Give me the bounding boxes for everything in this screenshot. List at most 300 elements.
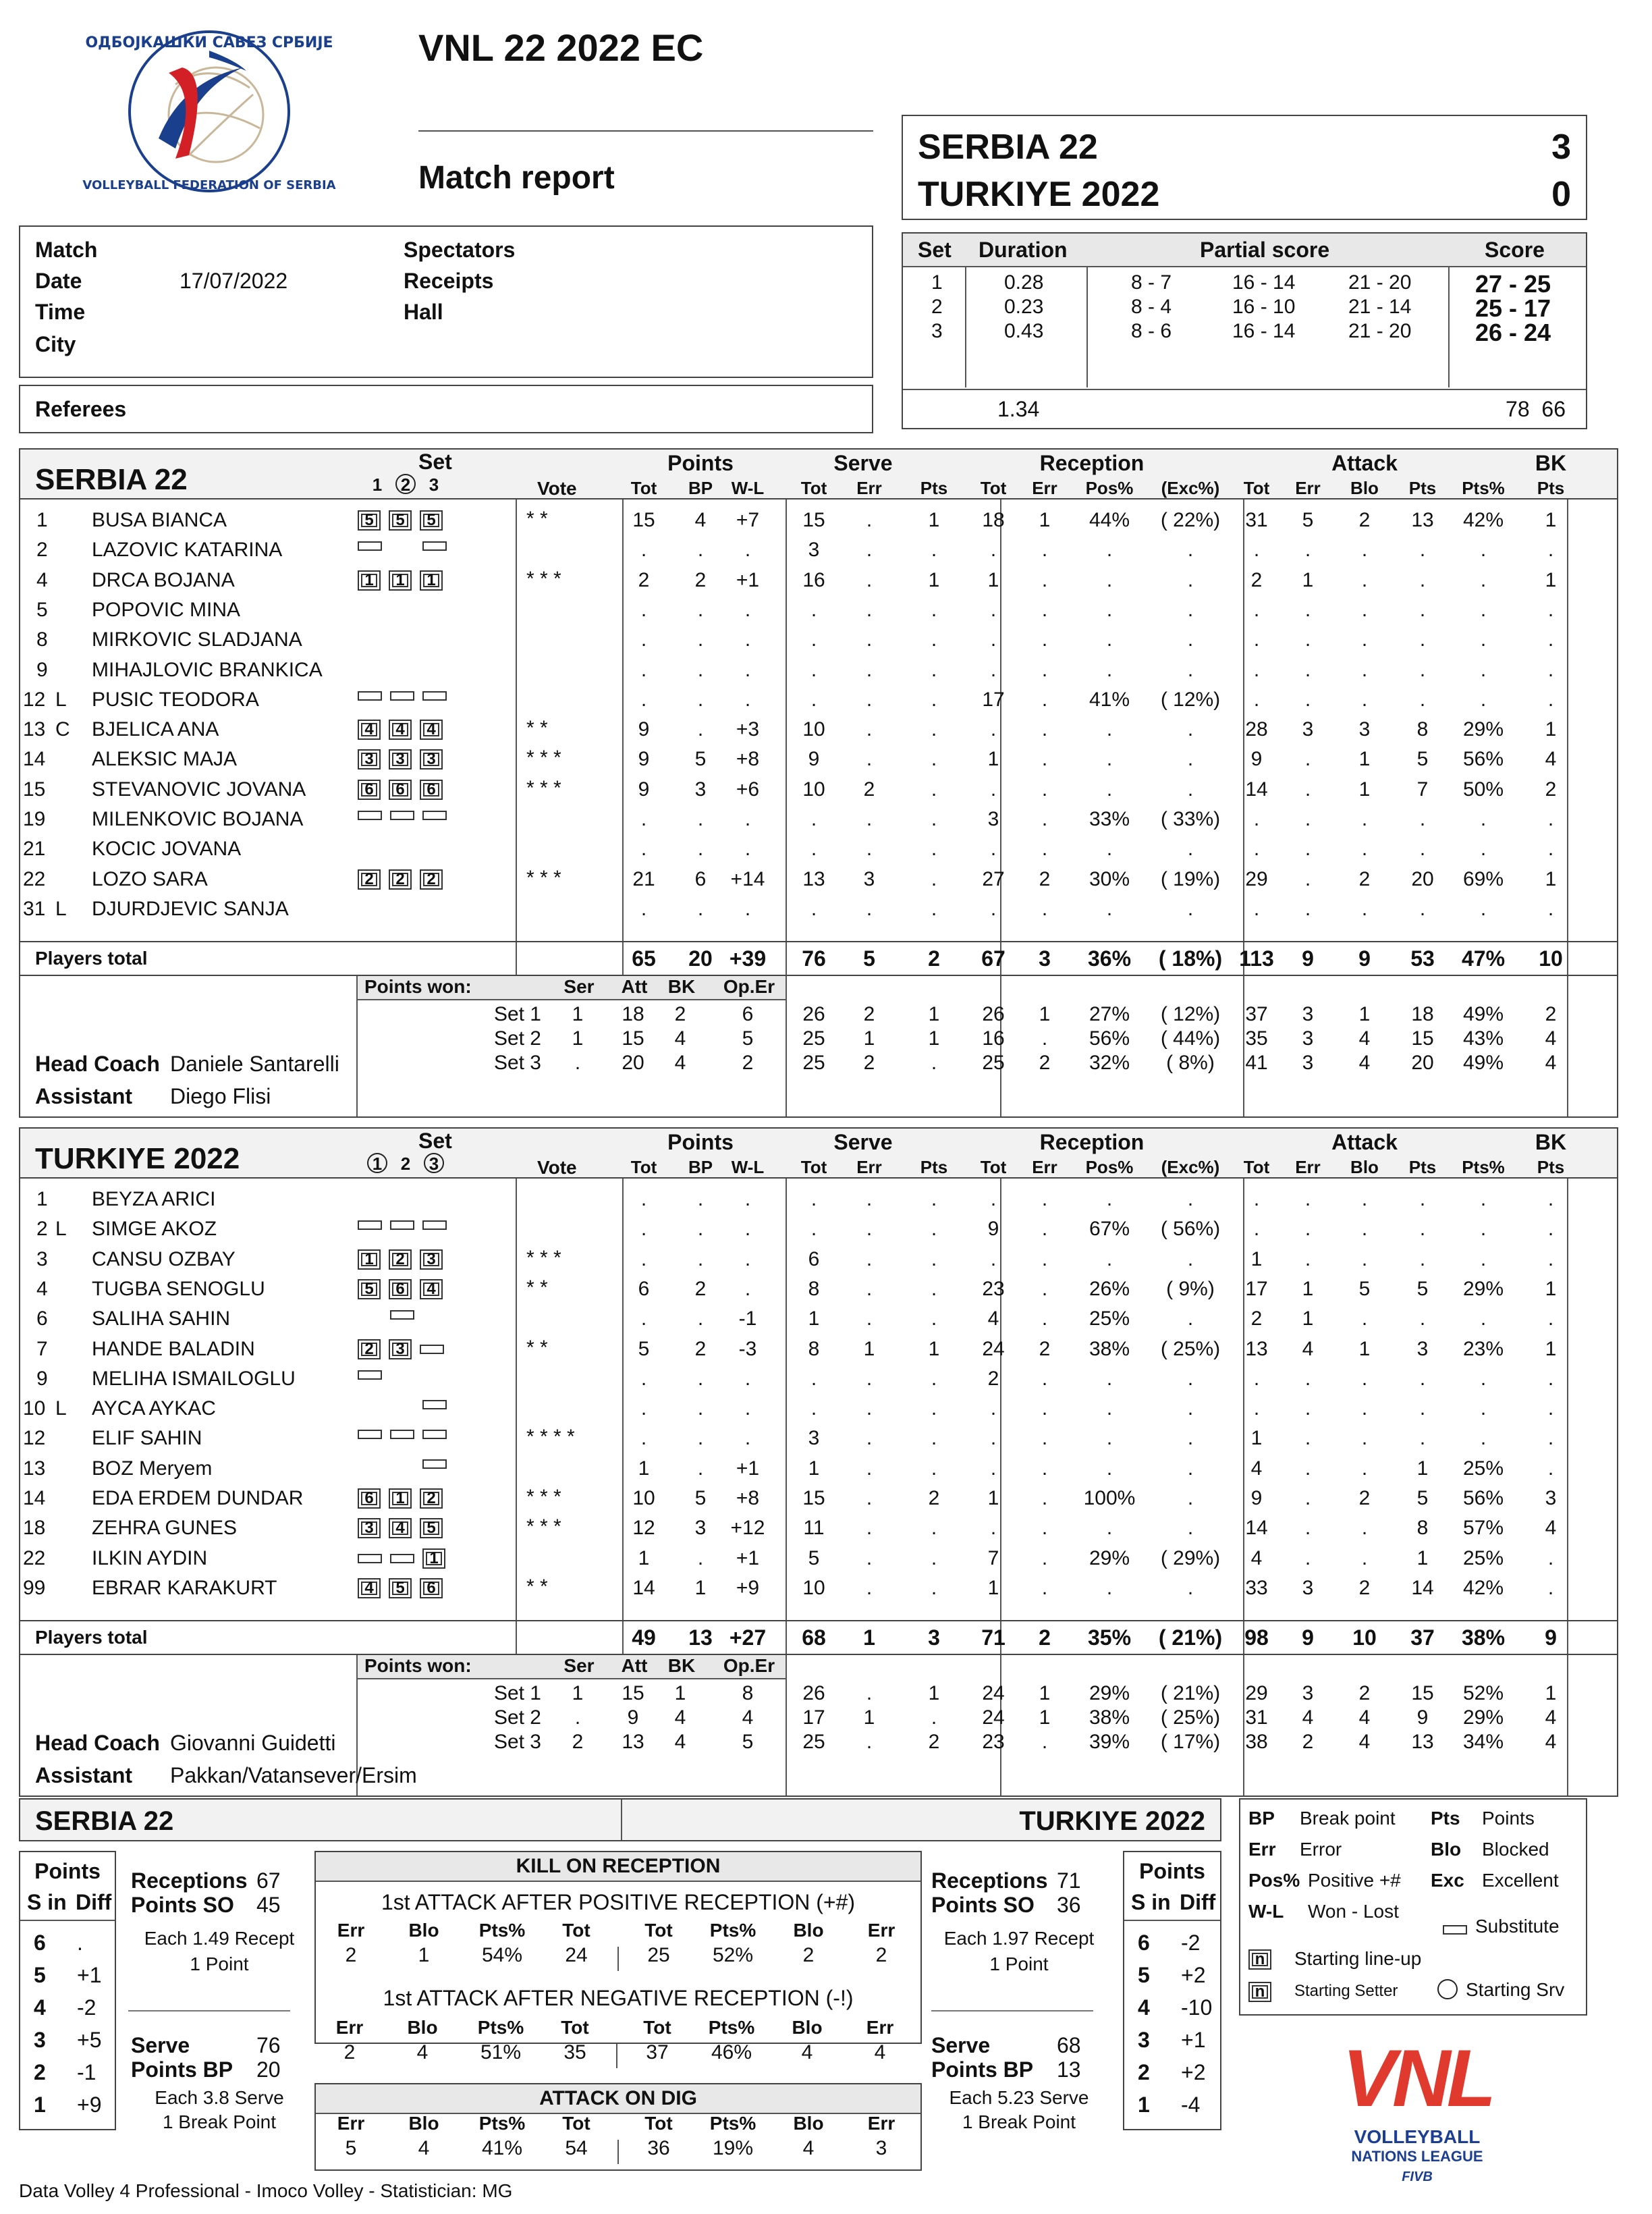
stat-tot: . bbox=[990, 1427, 997, 1450]
kill-header: Blo bbox=[793, 2113, 824, 2134]
stat-tot: . bbox=[640, 1307, 647, 1330]
sets-row-p3: 21 - 20 bbox=[1348, 320, 1412, 342]
stat-tot: . bbox=[640, 1247, 647, 1270]
set-stat: 15 bbox=[1411, 1027, 1434, 1050]
stat-err: . bbox=[1304, 867, 1311, 890]
set-stat: 16 bbox=[982, 1027, 1005, 1050]
stat-exc: . bbox=[1187, 778, 1194, 801]
rotation-position: 1 bbox=[1138, 2092, 1150, 2117]
stat-tot: . bbox=[990, 1247, 997, 1270]
stat-err: . bbox=[866, 1188, 873, 1210]
rotation-position: 6 bbox=[1138, 1931, 1150, 1955]
player-vote: * * * bbox=[526, 1486, 561, 1508]
stat-pos: 29% bbox=[1089, 1546, 1130, 1569]
set-stat: 32% bbox=[1089, 1052, 1130, 1075]
player-row bbox=[20, 1427, 1617, 1454]
stat-tot: 5 bbox=[638, 1337, 650, 1360]
stat-ptsp: 29% bbox=[1462, 718, 1504, 741]
stat-ptsp: 42% bbox=[1462, 509, 1504, 531]
player-name: PUSIC TEODORA bbox=[92, 688, 259, 711]
stat-err: . bbox=[1041, 748, 1048, 771]
player-row bbox=[20, 748, 1617, 775]
home-one-point: 1 Point bbox=[190, 1953, 249, 1974]
player-sets bbox=[358, 1399, 455, 1411]
col-wl: W-L bbox=[731, 478, 765, 498]
away-receptions: 71 bbox=[1057, 1868, 1081, 1893]
starting-position: 3 bbox=[358, 749, 381, 770]
stat-err: . bbox=[1041, 778, 1048, 801]
stat-tot: 14 bbox=[1245, 778, 1268, 801]
stat-err: . bbox=[866, 568, 873, 591]
player-number: 12 bbox=[23, 688, 46, 711]
set-stat: 41 bbox=[1245, 1052, 1268, 1075]
player-sets bbox=[358, 630, 455, 642]
assistant-label: Assistant bbox=[35, 1084, 133, 1109]
set-stat: ( 25%) bbox=[1160, 1706, 1221, 1729]
stat-err: . bbox=[1041, 1397, 1048, 1420]
starting-position: 5 bbox=[358, 510, 381, 531]
stat-bkpts: . bbox=[1547, 1218, 1554, 1241]
set-points-won: 2 bbox=[742, 1052, 754, 1075]
rotation-diff: +1 bbox=[1181, 2028, 1206, 2052]
kill-header: Blo bbox=[792, 2017, 823, 2038]
kill-value: 1 bbox=[418, 1944, 430, 1966]
stat-pts: . bbox=[931, 658, 937, 681]
set-mark-3: 3 bbox=[429, 475, 439, 495]
set-score: 25 - 17 bbox=[1475, 294, 1551, 322]
stat-err: . bbox=[866, 688, 873, 711]
set-stat: 4 bbox=[1358, 1706, 1371, 1729]
stat-wl: . bbox=[744, 897, 751, 920]
points-won-label: Points won: bbox=[364, 1655, 472, 1677]
set-stat: . bbox=[931, 1052, 937, 1075]
stat-blo: . bbox=[1361, 1247, 1368, 1270]
rotation-diff: . bbox=[77, 1931, 83, 1955]
set-stat: 9 bbox=[1416, 1706, 1429, 1729]
col-err: Err bbox=[1032, 478, 1057, 498]
set-points-won: . bbox=[574, 1052, 581, 1075]
substitute-icon bbox=[358, 541, 382, 551]
stat-bkpts: . bbox=[1547, 628, 1554, 651]
stat-err: . bbox=[1041, 688, 1048, 711]
total-points: 78 66 bbox=[1506, 397, 1566, 421]
stat-tot: . bbox=[640, 688, 647, 711]
player-name: DJURDJEVIC SANJA bbox=[92, 897, 289, 920]
set-stat: 2 bbox=[928, 1731, 940, 1754]
stat-wl: +12 bbox=[730, 1517, 765, 1540]
legend-abbr: Err bbox=[1248, 1839, 1276, 1860]
stat-tot: 1 bbox=[808, 1457, 820, 1480]
stat-wl: +6 bbox=[736, 778, 760, 801]
away-serve: 68 bbox=[1057, 2033, 1081, 2057]
set-stat: 38% bbox=[1089, 1706, 1130, 1729]
player-number: 13 bbox=[23, 1457, 46, 1480]
players-total-row bbox=[19, 1621, 1618, 1655]
substitute-icon bbox=[390, 1430, 414, 1439]
sets-row-set: 1 bbox=[931, 271, 943, 294]
stat-bkpts: 1 bbox=[1545, 509, 1557, 531]
stat-tot: . bbox=[810, 1188, 817, 1210]
stat-ptsp: . bbox=[1480, 897, 1487, 920]
stat-tot: . bbox=[990, 718, 997, 741]
player-row bbox=[20, 539, 1617, 566]
rotation-position: 2 bbox=[34, 2060, 46, 2084]
player-row bbox=[20, 659, 1617, 686]
stat-err: 1 bbox=[1039, 509, 1051, 531]
stat-pts: . bbox=[1419, 658, 1426, 681]
stat-bp: 3 bbox=[694, 778, 707, 801]
player-row bbox=[20, 599, 1617, 626]
stat-bp: 2 bbox=[694, 1337, 707, 1360]
stat-ptsp: 25% bbox=[1462, 1457, 1504, 1480]
stat-ptsp: . bbox=[1480, 658, 1487, 681]
stat-tot: 1 bbox=[987, 568, 999, 591]
player-role: L bbox=[55, 897, 67, 920]
assistant-name: Pakkan/Vatansever/Ersim bbox=[170, 1763, 417, 1788]
stat-pts: . bbox=[931, 539, 937, 562]
stat-blo: . bbox=[1361, 1397, 1368, 1420]
stat-err: 1 bbox=[1302, 1307, 1314, 1330]
home-serve-label: Serve bbox=[131, 2033, 190, 2057]
stat-bp: . bbox=[697, 1367, 704, 1390]
set-stat: 3 bbox=[1302, 1027, 1314, 1050]
stat-tot: 29 bbox=[1245, 867, 1268, 890]
sets-header-partial: Partial score bbox=[1200, 238, 1330, 262]
set-points-won: 1 bbox=[674, 1682, 686, 1705]
set-stat: 4 bbox=[1302, 1706, 1314, 1729]
stat-wl: . bbox=[744, 1247, 751, 1270]
player-name: ALEKSIC MAJA bbox=[92, 748, 238, 771]
kill-value: 41% bbox=[481, 2137, 523, 2159]
stat-pts: . bbox=[1419, 1397, 1426, 1420]
stat-tot: . bbox=[990, 838, 997, 861]
player-sets bbox=[358, 809, 455, 821]
player-sets bbox=[358, 570, 451, 591]
stat-err: . bbox=[1041, 568, 1048, 591]
stat-err: 1 bbox=[1302, 1277, 1314, 1300]
stat-exc: ( 33%) bbox=[1160, 808, 1221, 830]
stat-err: . bbox=[1041, 718, 1048, 741]
sets-header-score: Score bbox=[1485, 238, 1545, 262]
stat-wl: +8 bbox=[736, 748, 760, 771]
stat-tot: 9 bbox=[987, 1218, 999, 1241]
vnl-logo bbox=[1316, 2032, 1518, 2200]
stat-blo: . bbox=[1361, 1307, 1368, 1330]
stat-wl: . bbox=[744, 1397, 751, 1420]
total-tot: 71 bbox=[981, 1625, 1006, 1650]
stat-exc: . bbox=[1187, 1367, 1194, 1390]
summary-header bbox=[19, 1798, 1221, 1841]
substitute-icon bbox=[358, 1370, 382, 1380]
rotation-diff: -4 bbox=[1181, 2092, 1201, 2117]
report-subtitle: Match report bbox=[418, 160, 615, 196]
kill-value: 2 bbox=[345, 1944, 357, 1966]
player-number: 19 bbox=[23, 808, 46, 830]
kill-value: 4 bbox=[418, 2137, 430, 2159]
total-err: 3 bbox=[1039, 946, 1051, 971]
stat-pos: 44% bbox=[1089, 509, 1130, 531]
col-pos: Pos% bbox=[1085, 1157, 1134, 1177]
attack-on-dig-box bbox=[314, 2083, 922, 2171]
stat-tot: . bbox=[640, 1367, 647, 1390]
sets-header-duration: Duration bbox=[979, 238, 1068, 262]
stat-err: . bbox=[1304, 1367, 1311, 1390]
stat-err: . bbox=[1041, 628, 1048, 651]
hall-label: Hall bbox=[404, 300, 443, 324]
kill-on-reception-box bbox=[314, 1851, 922, 2044]
stat-pos: . bbox=[1106, 1457, 1113, 1480]
col-tot: Tot bbox=[980, 478, 1007, 498]
stat-pos: . bbox=[1106, 1576, 1113, 1599]
stat-err: . bbox=[866, 1367, 873, 1390]
stat-err: . bbox=[1304, 1188, 1311, 1210]
stat-pts: . bbox=[931, 838, 937, 861]
player-row bbox=[20, 628, 1617, 655]
stat-err: . bbox=[866, 539, 873, 562]
substitute-icon bbox=[358, 811, 382, 820]
set-mark-1: 1 bbox=[372, 475, 383, 495]
stat-tot: 15 bbox=[632, 509, 655, 531]
col-group-attack: Attack bbox=[1331, 451, 1398, 475]
player-row bbox=[20, 1278, 1617, 1305]
set-mark-2: 2 bbox=[395, 474, 416, 494]
stat-wl: +14 bbox=[730, 867, 765, 890]
stat-tot: . bbox=[990, 539, 997, 562]
stat-tot: . bbox=[810, 688, 817, 711]
match-info-box bbox=[19, 225, 873, 378]
points-won-header bbox=[356, 1655, 786, 1679]
stat-err: . bbox=[1304, 748, 1311, 771]
player-sets bbox=[358, 1309, 455, 1321]
stat-bp: 6 bbox=[694, 867, 707, 890]
set-stat: 29 bbox=[1245, 1682, 1268, 1705]
assistant-name: Diego Flisi bbox=[170, 1084, 271, 1109]
starting-position: 4 bbox=[420, 1279, 443, 1299]
stat-blo: 1 bbox=[1358, 1337, 1371, 1360]
substitute-icon bbox=[422, 1459, 447, 1469]
vnl-line1: VOLLEYBALL bbox=[1354, 2126, 1481, 2147]
stat-ptsp: . bbox=[1480, 808, 1487, 830]
stat-pos: . bbox=[1106, 1247, 1113, 1270]
set-points-won: 4 bbox=[674, 1731, 686, 1754]
stat-pts: 5 bbox=[1416, 1487, 1429, 1509]
set-points-won: 8 bbox=[742, 1682, 754, 1705]
stat-tot: 9 bbox=[638, 718, 650, 741]
kill-value: 5 bbox=[345, 2137, 357, 2159]
stat-tot: . bbox=[1253, 1188, 1260, 1210]
stat-tot: . bbox=[640, 897, 647, 920]
set-stat: 1 bbox=[928, 1003, 940, 1026]
stat-tot: 1 bbox=[987, 748, 999, 771]
total-exc: ( 18%) bbox=[1158, 946, 1223, 971]
stat-bp: 5 bbox=[694, 748, 707, 771]
time-label: Time bbox=[35, 300, 86, 324]
stat-bkpts: . bbox=[1547, 1307, 1554, 1330]
set-score: 27 - 25 bbox=[1475, 270, 1551, 298]
set-stat: 15 bbox=[1411, 1682, 1434, 1705]
stat-err: . bbox=[1041, 539, 1048, 562]
stat-bp: . bbox=[697, 1427, 704, 1450]
stat-tot: 6 bbox=[638, 1277, 650, 1300]
stat-err: . bbox=[1041, 1307, 1048, 1330]
stat-blo: . bbox=[1361, 688, 1368, 711]
home-each-serve: Each 3.8 Serve bbox=[155, 2087, 284, 2108]
stat-err: . bbox=[866, 1218, 873, 1241]
col-exc: (Exc%) bbox=[1161, 478, 1220, 498]
stat-tot: 12 bbox=[632, 1517, 655, 1540]
stat-pts: . bbox=[1419, 628, 1426, 651]
stat-tot: 1 bbox=[987, 1576, 999, 1599]
player-number: 9 bbox=[36, 658, 48, 681]
kill-value: 46% bbox=[711, 2041, 752, 2063]
col-bp: BP bbox=[688, 478, 713, 498]
substitute-icon bbox=[390, 1310, 414, 1320]
player-number: 18 bbox=[23, 1517, 46, 1540]
stat-blo: . bbox=[1361, 897, 1368, 920]
player-number: 1 bbox=[36, 509, 48, 531]
set-stat: 20 bbox=[1411, 1052, 1434, 1075]
stat-err: . bbox=[866, 628, 873, 651]
stat-ptsp: . bbox=[1480, 568, 1487, 591]
rotation-diff: +1 bbox=[77, 1963, 102, 1987]
stat-pts: . bbox=[931, 1546, 937, 1569]
rotation-diff: -2 bbox=[1181, 1931, 1201, 1955]
stat-wl: . bbox=[744, 688, 751, 711]
set-stat: 38 bbox=[1245, 1731, 1268, 1754]
set-stat: 4 bbox=[1358, 1052, 1371, 1075]
stat-exc: ( 25%) bbox=[1160, 1337, 1221, 1360]
kill-header: Err bbox=[867, 1920, 896, 1941]
player-sets bbox=[358, 1369, 455, 1381]
set-stat: 1 bbox=[1545, 1682, 1557, 1705]
stat-bkpts: 1 bbox=[1545, 1337, 1557, 1360]
stat-bkpts: . bbox=[1547, 1576, 1554, 1599]
col-group-attack: Attack bbox=[1331, 1130, 1398, 1154]
title-divider bbox=[418, 130, 873, 132]
kill-value: 4 bbox=[416, 2041, 429, 2063]
kill-header: Tot bbox=[562, 1920, 590, 1941]
stat-bp: . bbox=[697, 688, 704, 711]
team-header bbox=[19, 448, 1618, 498]
col-err: Err bbox=[1295, 1157, 1321, 1177]
stat-blo: 2 bbox=[1358, 509, 1371, 531]
stat-exc: . bbox=[1187, 598, 1194, 621]
rotation-position: 5 bbox=[34, 1963, 46, 1987]
stat-tot: . bbox=[640, 658, 647, 681]
stat-tot: . bbox=[640, 539, 647, 562]
player-number: 4 bbox=[36, 1277, 48, 1300]
player-row bbox=[20, 1248, 1617, 1275]
starting-server-icon bbox=[1437, 1979, 1458, 1999]
player-number: 9 bbox=[36, 1367, 48, 1390]
stat-pos: 38% bbox=[1089, 1337, 1130, 1360]
stat-pos: 26% bbox=[1089, 1277, 1130, 1300]
stat-ptsp: 23% bbox=[1462, 1337, 1504, 1360]
rotation-diff: -10 bbox=[1181, 1995, 1213, 2020]
sets-row-p2: 16 - 14 bbox=[1232, 271, 1296, 294]
set-score: 26 - 24 bbox=[1475, 319, 1551, 346]
total-blo: 10 bbox=[1352, 1625, 1377, 1650]
set-stat: ( 21%) bbox=[1160, 1682, 1221, 1705]
stat-tot: . bbox=[1253, 1397, 1260, 1420]
stat-pts: 8 bbox=[1416, 718, 1429, 741]
player-name: ILKIN AYDIN bbox=[92, 1546, 208, 1569]
player-vote: * * * bbox=[526, 567, 561, 590]
stat-pts: . bbox=[931, 1307, 937, 1330]
total-err: 2 bbox=[1039, 1625, 1051, 1650]
player-name: ELIF SAHIN bbox=[92, 1427, 202, 1450]
rotation-position: 1 bbox=[34, 2092, 46, 2117]
pos-title: 1st ATTACK AFTER POSITIVE RECEPTION (+#) bbox=[381, 1890, 856, 1914]
set-stat: 56% bbox=[1089, 1027, 1130, 1050]
referees-label: Referees bbox=[35, 397, 127, 421]
set-stat: 4 bbox=[1358, 1731, 1371, 1754]
pw-header: BK bbox=[667, 976, 696, 998]
federation-logo bbox=[82, 20, 336, 202]
set-points-won: 9 bbox=[627, 1706, 639, 1729]
stat-tot: 8 bbox=[808, 1337, 820, 1360]
starting-position: 6 bbox=[420, 1578, 443, 1598]
stat-wl: . bbox=[744, 838, 751, 861]
stat-pos: . bbox=[1106, 1367, 1113, 1390]
player-number: 14 bbox=[23, 748, 46, 771]
kill-header: Tot bbox=[562, 2113, 590, 2134]
total-ptsp: 38% bbox=[1461, 1625, 1506, 1650]
player-number: 7 bbox=[36, 1337, 48, 1360]
stat-err: 1 bbox=[863, 1337, 875, 1360]
stat-exc: . bbox=[1187, 1397, 1194, 1420]
legend-abbr: Exc bbox=[1431, 1870, 1464, 1891]
stat-err: . bbox=[866, 598, 873, 621]
stat-err: . bbox=[1304, 897, 1311, 920]
stat-err: . bbox=[866, 1517, 873, 1540]
summary-away-name: TURKIYE 2022 bbox=[1019, 1806, 1205, 1836]
rotation-diff: +2 bbox=[1181, 1963, 1206, 1987]
stat-bkpts: . bbox=[1547, 1457, 1554, 1480]
stat-blo: . bbox=[1361, 1457, 1368, 1480]
stat-pts: . bbox=[1419, 897, 1426, 920]
stat-tot: . bbox=[1253, 658, 1260, 681]
date-value: 17/07/2022 bbox=[180, 269, 288, 293]
stat-pts: 1 bbox=[928, 1337, 940, 1360]
stat-blo: 5 bbox=[1358, 1277, 1371, 1300]
pw-header: Att bbox=[621, 1655, 648, 1677]
player-sets bbox=[358, 1428, 455, 1440]
stat-exc: . bbox=[1187, 1457, 1194, 1480]
stat-tot: . bbox=[640, 1188, 647, 1210]
starting-position: 4 bbox=[358, 720, 381, 740]
stat-err: 5 bbox=[1302, 509, 1314, 531]
stat-exc: . bbox=[1187, 897, 1194, 920]
stat-pos: 67% bbox=[1089, 1218, 1130, 1241]
player-row bbox=[20, 1368, 1617, 1395]
legend-desc: Won - Lost bbox=[1308, 1901, 1399, 1922]
stat-bkpts: . bbox=[1547, 688, 1554, 711]
home-diff-label: Diff bbox=[76, 1890, 112, 1914]
stat-pts: . bbox=[931, 598, 937, 621]
stat-pts: . bbox=[1419, 838, 1426, 861]
player-name: STEVANOVIC JOVANA bbox=[92, 778, 306, 801]
stat-tot: . bbox=[990, 1188, 997, 1210]
stat-err: . bbox=[866, 897, 873, 920]
player-name: BEYZA ARICI bbox=[92, 1188, 216, 1210]
player-vote: * * bbox=[526, 1336, 548, 1359]
home-sin-label: S in bbox=[27, 1890, 67, 1914]
player-role: L bbox=[55, 688, 67, 711]
stat-tot: 7 bbox=[987, 1546, 999, 1569]
stat-pts: . bbox=[1419, 539, 1426, 562]
stat-err: . bbox=[1041, 838, 1048, 861]
